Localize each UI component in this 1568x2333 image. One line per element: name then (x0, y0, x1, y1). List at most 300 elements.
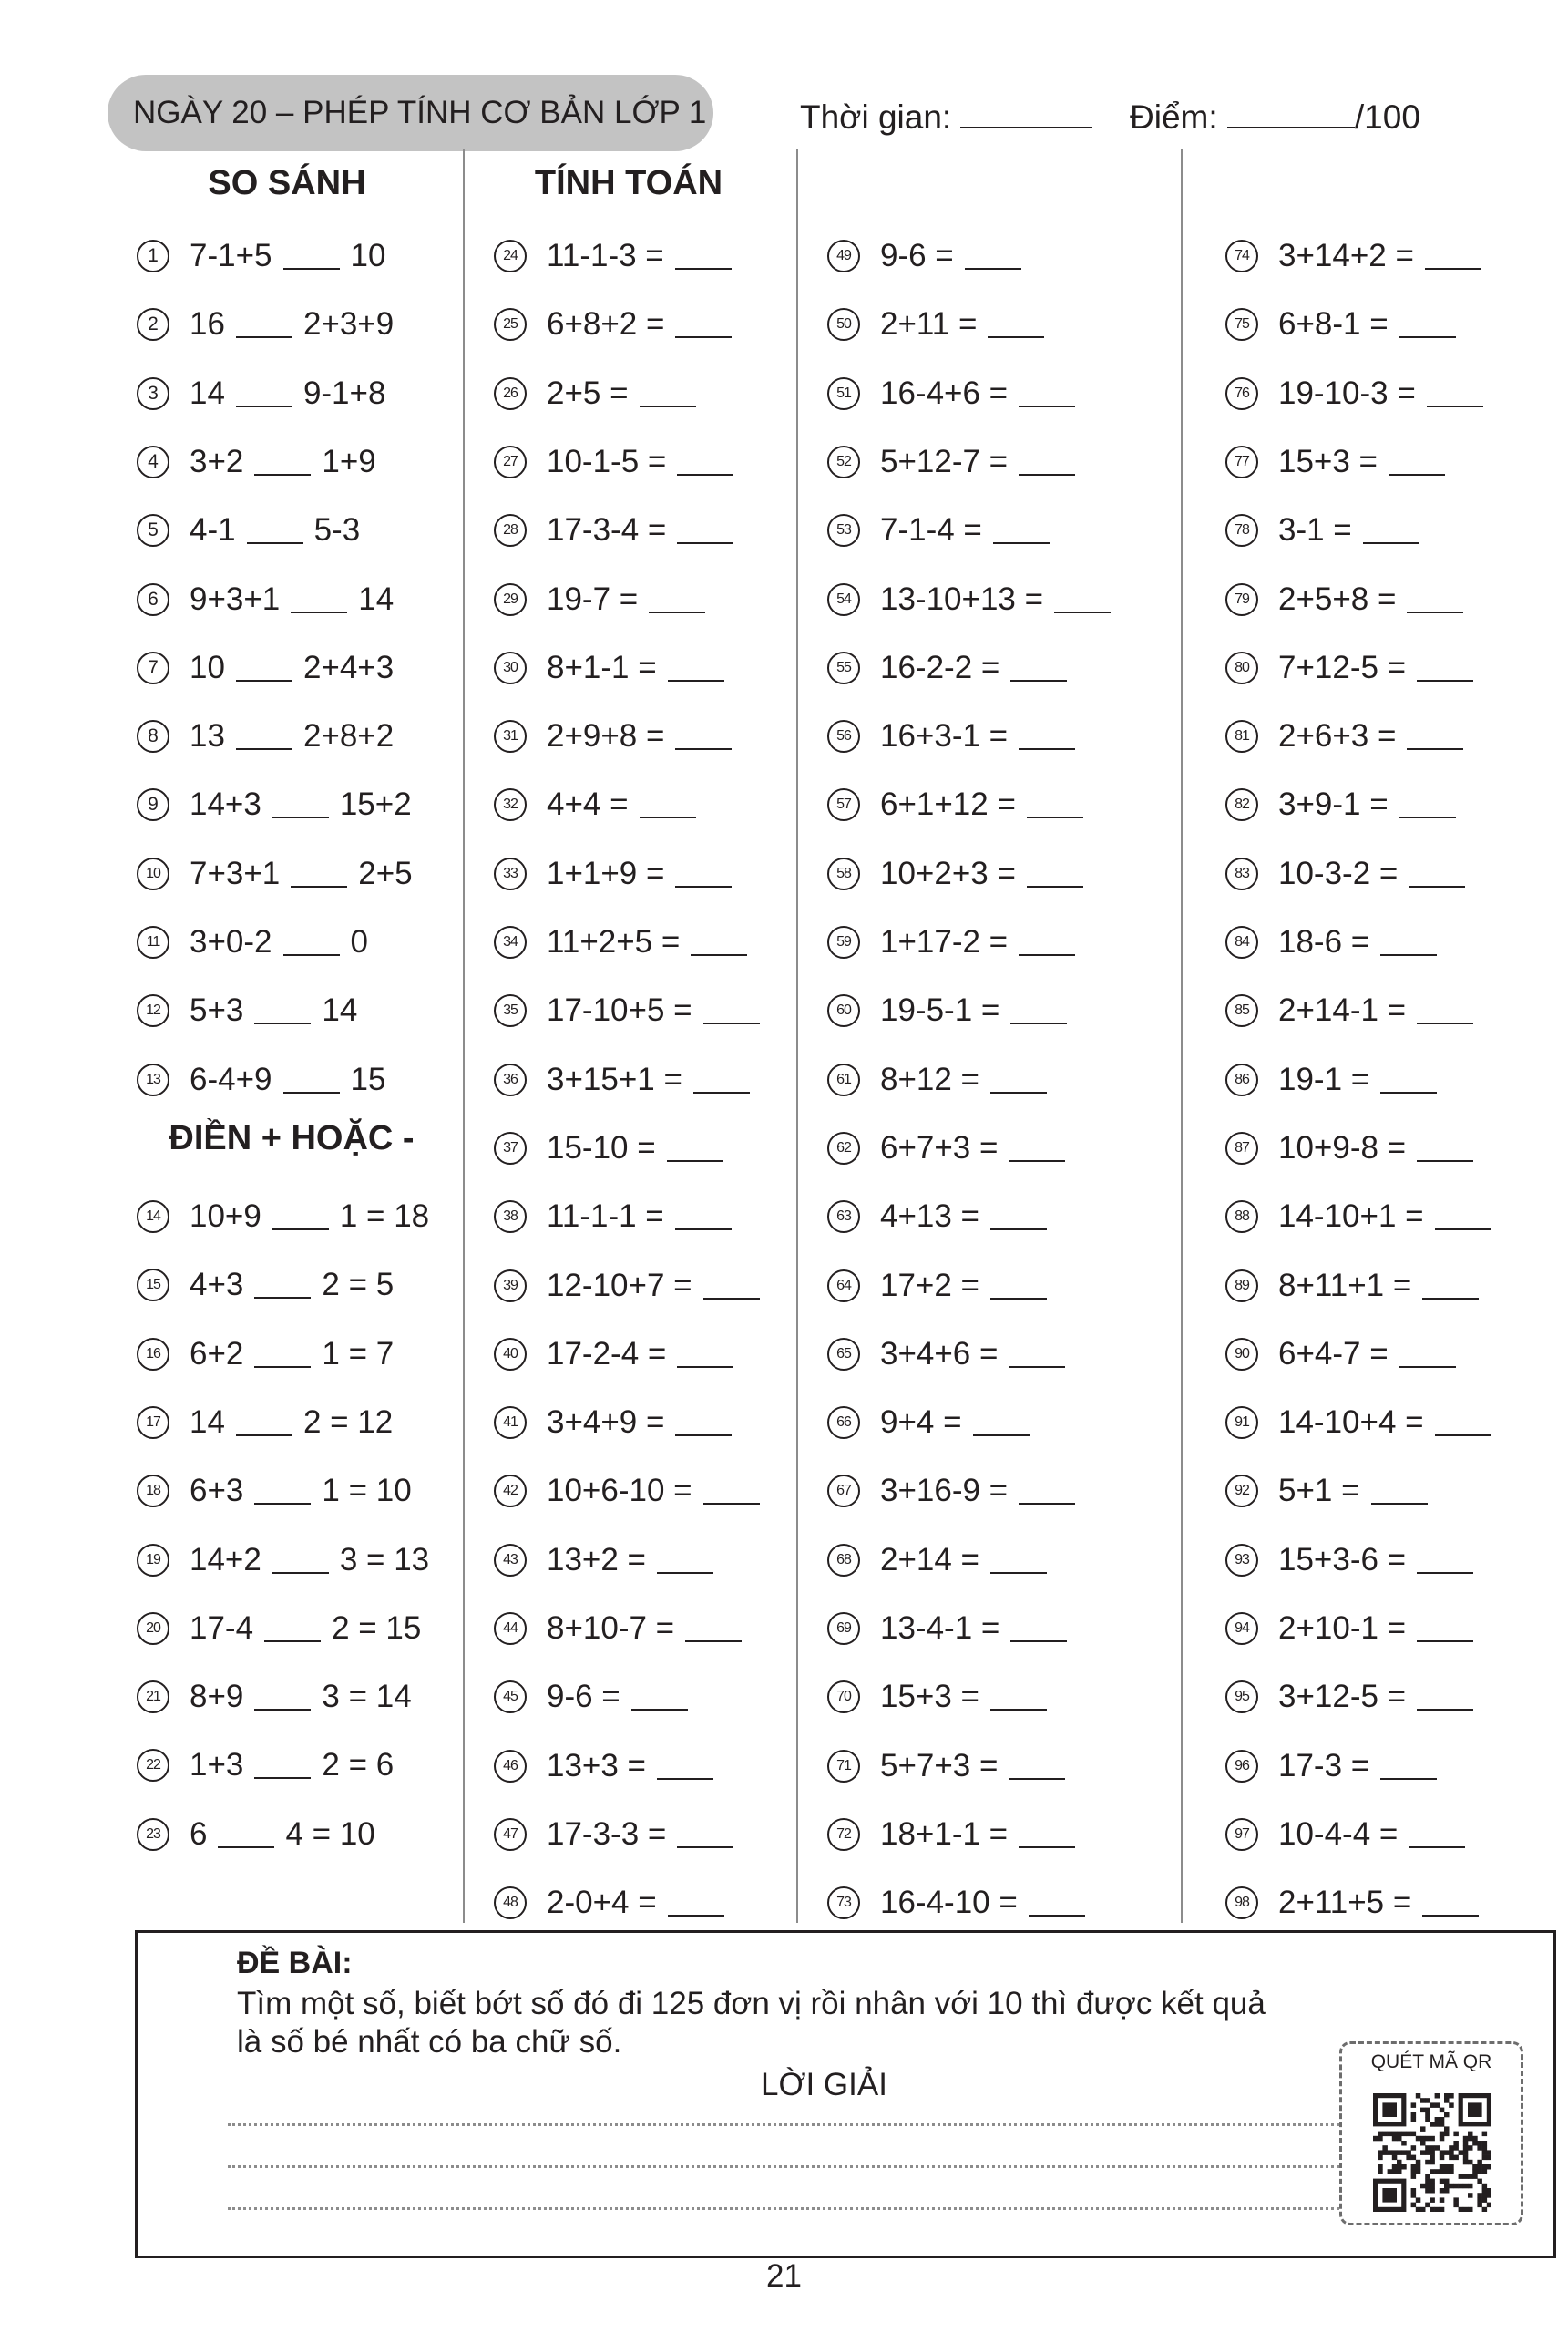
exercise-number: 88 (1225, 1200, 1258, 1233)
qr-module (1382, 2150, 1388, 2155)
expression-text: 8+11+1 = (1278, 1268, 1412, 1303)
answer-blank[interactable] (677, 448, 733, 476)
exercise-expression (190, 1747, 394, 1783)
exercise-item (494, 988, 760, 1033)
exercise-item (137, 302, 394, 347)
qr-module (1373, 2136, 1378, 2142)
compare-blank[interactable] (247, 517, 303, 544)
expression-text: 2+9+8 = (547, 718, 665, 754)
compare-blank[interactable] (291, 860, 347, 888)
exercise-expression (1278, 856, 1465, 892)
exercise-item (494, 302, 732, 347)
qr-module (1430, 2136, 1435, 2142)
section-compare-heading: SO SÁNH (208, 164, 366, 202)
exercise-item (494, 371, 696, 416)
compare-blank[interactable] (283, 929, 340, 956)
answer-blank[interactable] (1399, 791, 1456, 818)
qr-module (1477, 2141, 1482, 2146)
answer-blank[interactable] (657, 1547, 713, 1574)
qr-module (1420, 2150, 1426, 2155)
qr-module (1444, 2188, 1450, 2194)
compare-blank[interactable] (236, 311, 292, 338)
exercise-expression (1278, 1336, 1456, 1372)
exercise-item (137, 577, 394, 622)
qr-module (1435, 2122, 1440, 2127)
answer-blank[interactable] (677, 517, 733, 544)
answer-blank[interactable] (1417, 1547, 1473, 1574)
answer-blank[interactable] (1019, 1821, 1075, 1848)
answer-blank[interactable] (1027, 860, 1083, 888)
exercise-number: 60 (827, 994, 860, 1027)
answer-blank[interactable] (1010, 1615, 1067, 1642)
compare-blank[interactable] (272, 791, 329, 818)
sign-blank[interactable] (236, 1409, 292, 1436)
exercise-number: 18 (137, 1475, 169, 1507)
answer-blank[interactable] (668, 654, 724, 682)
answer-blank[interactable] (675, 242, 732, 270)
answer-blank[interactable] (1009, 1752, 1065, 1780)
time-field[interactable] (800, 98, 1092, 137)
answer-blank[interactable] (990, 1203, 1047, 1230)
exercise-number: 50 (827, 308, 860, 341)
exercise-item (137, 1812, 375, 1857)
exercise-number: 36 (494, 1064, 527, 1096)
answer-blank[interactable] (1425, 242, 1481, 270)
compare-blank[interactable] (236, 380, 292, 407)
exercise-number: 39 (494, 1269, 527, 1302)
exercise-expression (547, 512, 733, 549)
expression-text: 3+4+6 = (880, 1336, 999, 1372)
qr-module (1463, 2207, 1469, 2212)
answer-blank[interactable] (677, 1821, 733, 1848)
qr-module (1468, 2184, 1473, 2189)
answer-blank[interactable] (1422, 1889, 1479, 1917)
compare-blank[interactable] (254, 997, 311, 1024)
answer-blank[interactable] (677, 1341, 733, 1368)
answer-blank[interactable] (657, 1752, 713, 1780)
exercise-number: 9 (137, 788, 169, 821)
answer-blank[interactable] (1417, 1135, 1473, 1162)
qr-module (1482, 2169, 1488, 2174)
exercise-item (827, 988, 1067, 1033)
exercise-expression (190, 718, 394, 755)
exercise-number: 53 (827, 514, 860, 547)
sign-blank[interactable] (272, 1203, 329, 1230)
compare-blank[interactable] (236, 654, 292, 682)
answer-blank[interactable] (1009, 1135, 1065, 1162)
qr-module (1449, 2102, 1454, 2108)
exercise-item (827, 1263, 1047, 1309)
right-operand: 1 = 10 (322, 1473, 412, 1508)
qr-module (1444, 2132, 1450, 2137)
qr-module (1397, 2150, 1402, 2155)
answer-blank[interactable] (675, 1203, 732, 1230)
right-operand: 5-3 (313, 512, 361, 548)
qr-module (1420, 2098, 1426, 2103)
exercise-number: 80 (1225, 652, 1258, 684)
exercise-item (137, 1468, 412, 1514)
compare-blank[interactable] (254, 448, 311, 476)
answer-blank[interactable] (1399, 1341, 1456, 1368)
expression-text: 13+3 = (547, 1748, 646, 1783)
exercise-number: 75 (1225, 308, 1258, 341)
exercise-number: 58 (827, 858, 860, 890)
exercise-expression (880, 856, 1083, 892)
right-operand: 9-1+8 (302, 375, 386, 411)
exercise-number: 11 (137, 926, 169, 959)
answer-line[interactable] (228, 2165, 1339, 2168)
exercise-expression (547, 992, 760, 1029)
qr-module (1392, 2150, 1398, 2155)
exercise-number: 74 (1225, 240, 1258, 272)
answer-blank[interactable] (703, 1477, 760, 1505)
answer-blank[interactable] (1407, 586, 1463, 613)
compare-blank[interactable] (236, 723, 292, 750)
expression-text: 6+4-7 = (1278, 1336, 1389, 1372)
exercise-item (827, 1812, 1075, 1857)
answer-blank[interactable] (675, 311, 732, 338)
exercise-number: 17 (137, 1406, 169, 1439)
expression-text: 19-1 = (1278, 1062, 1370, 1097)
exercise-number: 55 (827, 652, 860, 684)
sign-blank[interactable] (254, 1683, 311, 1711)
exercise-item (494, 1400, 732, 1445)
sign-blank[interactable] (254, 1271, 311, 1299)
answer-blank[interactable] (640, 791, 696, 818)
answer-blank[interactable] (1054, 586, 1111, 613)
answer-blank[interactable] (1019, 448, 1075, 476)
answer-blank[interactable] (693, 1066, 750, 1094)
answer-blank[interactable] (990, 1683, 1047, 1711)
qr-module (1430, 2197, 1435, 2203)
answer-blank[interactable] (1019, 929, 1075, 956)
left-operand: 14 (190, 375, 225, 411)
answer-blank[interactable] (1380, 929, 1437, 956)
exercise-item (1225, 508, 1419, 553)
answer-blank[interactable] (1399, 311, 1456, 338)
qr-module (1430, 2169, 1435, 2174)
exercise-item (1225, 439, 1445, 485)
answer-blank[interactable] (1417, 1615, 1473, 1642)
answer-blank[interactable] (1417, 654, 1473, 682)
qr-code-icon[interactable] (1373, 2093, 1491, 2212)
exercise-expression (1278, 924, 1437, 961)
expression-text: 16-4-10 = (880, 1885, 1018, 1920)
qr-module (1444, 2150, 1450, 2155)
sign-blank[interactable] (254, 1341, 311, 1368)
exercise-expression (190, 786, 412, 823)
exercise-expression (547, 1130, 723, 1166)
answer-blank[interactable] (1435, 1409, 1491, 1436)
exercise-item (827, 1468, 1075, 1514)
exercise-item (827, 1674, 1047, 1720)
qr-module (1411, 2164, 1417, 2170)
qr-module (1392, 2155, 1398, 2161)
exercise-number: 51 (827, 377, 860, 410)
exercise-item (1225, 302, 1456, 347)
expression-text: 11-1-3 = (547, 238, 664, 273)
exercise-number: 32 (494, 788, 527, 821)
score-input-line[interactable] (1227, 99, 1355, 128)
qr-module (1440, 2164, 1445, 2170)
answer-blank[interactable] (973, 1409, 1030, 1436)
answer-blank[interactable] (1417, 997, 1473, 1024)
qr-module (1435, 2117, 1440, 2122)
answer-blank[interactable] (990, 1547, 1047, 1574)
qr-module (1440, 2150, 1445, 2155)
expression-text: 10+9-8 = (1278, 1130, 1407, 1166)
answer-blank[interactable] (965, 242, 1021, 270)
exercise-item (1225, 920, 1437, 965)
exercise-expression (547, 1542, 713, 1578)
answer-blank[interactable] (1019, 380, 1075, 407)
qr-module (1487, 2150, 1491, 2155)
qr-module (1477, 2193, 1482, 2198)
left-operand: 6-4+9 (190, 1062, 272, 1097)
qr-module (1477, 2164, 1482, 2170)
answer-blank[interactable] (631, 1683, 688, 1711)
exercise-expression (190, 1267, 394, 1303)
exercise-expression (190, 1336, 394, 1372)
exercise-expression (880, 1885, 1085, 1921)
exercise-item (494, 1674, 688, 1720)
qr-module (1382, 2102, 1397, 2117)
exercise-item (1225, 1125, 1473, 1171)
section-compute-heading: TÍNH TOÁN (534, 164, 723, 202)
exercise-number: 15 (137, 1269, 169, 1301)
sign-blank[interactable] (264, 1615, 321, 1642)
left-operand: 7-1+5 (190, 238, 272, 273)
left-operand: 3+0-2 (190, 924, 272, 960)
sign-blank[interactable] (254, 1477, 311, 1505)
expression-text: 15+3 = (1278, 444, 1378, 479)
exercise-item (494, 1331, 733, 1377)
expression-text: 1+1+9 = (547, 856, 665, 891)
exercise-expression (547, 1679, 688, 1715)
left-operand: 4-1 (190, 512, 236, 548)
exercise-item (137, 1674, 412, 1720)
qr-module (1416, 2169, 1421, 2174)
qr-module (1477, 2160, 1482, 2165)
left-operand: 14+2 (190, 1542, 261, 1578)
exercise-expression (547, 1885, 724, 1921)
answer-blank[interactable] (703, 1272, 760, 1300)
right-operand: 1 = 7 (322, 1336, 395, 1372)
exercise-number: 78 (1225, 514, 1258, 547)
answer-blank[interactable] (640, 380, 696, 407)
qr-module (1440, 2108, 1445, 2113)
exercise-expression (547, 375, 696, 412)
answer-blank[interactable] (675, 723, 732, 750)
expression-text: 7-1-4 = (880, 512, 982, 548)
exercise-item (137, 645, 394, 691)
exercise-item (827, 1743, 1065, 1789)
qr-module (1420, 2207, 1426, 2212)
qr-module (1435, 2207, 1440, 2212)
answer-blank[interactable] (1010, 654, 1067, 682)
exercise-item (1225, 1812, 1465, 1857)
exercise-number: 67 (827, 1475, 860, 1507)
answer-blank[interactable] (1029, 1889, 1085, 1917)
expression-text: 17-3-4 = (547, 512, 667, 548)
exercise-number: 83 (1225, 858, 1258, 890)
exercise-number: 1 (137, 240, 169, 272)
expression-text: 17-3 = (1278, 1748, 1370, 1783)
qr-module (1382, 2145, 1388, 2151)
sign-blank[interactable] (254, 1752, 311, 1779)
answer-blank[interactable] (993, 517, 1050, 544)
answer-blank[interactable] (1027, 791, 1083, 818)
exercise-expression (547, 1198, 732, 1235)
qr-module (1440, 2132, 1445, 2137)
exercise-expression (1278, 1198, 1491, 1235)
exercise-expression (880, 238, 1021, 274)
answer-blank[interactable] (1407, 723, 1463, 750)
qr-module (1420, 2141, 1426, 2146)
exercise-item (1225, 1674, 1473, 1720)
answer-blank[interactable] (1371, 1477, 1428, 1505)
exercise-number: 47 (494, 1818, 527, 1851)
exercise-number: 31 (494, 720, 527, 753)
compare-blank[interactable] (283, 1066, 340, 1094)
exercise-expression (880, 1816, 1075, 1853)
sign-blank[interactable] (218, 1821, 274, 1848)
expression-text: 19-5-1 = (880, 992, 1000, 1028)
answer-blank[interactable] (1427, 380, 1483, 407)
qr-module (1430, 2188, 1435, 2194)
exercise-item (1225, 1468, 1428, 1514)
exercise-item (137, 1057, 385, 1103)
exercise-number: 40 (494, 1338, 527, 1371)
exercise-item (1225, 233, 1481, 279)
exercise-expression (1278, 1816, 1465, 1853)
answer-blank[interactable] (649, 586, 705, 613)
exercise-expression (1278, 444, 1445, 480)
exercise-expression (1278, 992, 1473, 1029)
answer-blank[interactable] (1009, 1341, 1065, 1368)
exercise-number: 95 (1225, 1680, 1258, 1713)
qr-module (1472, 2174, 1478, 2179)
exercise-expression (547, 444, 733, 480)
answer-line[interactable] (228, 2123, 1339, 2126)
qr-module (1440, 2207, 1445, 2212)
expression-text: 11-1-1 = (547, 1198, 664, 1234)
exercise-number: 42 (494, 1475, 527, 1507)
exercise-number: 96 (1225, 1750, 1258, 1783)
expression-text: 10-1-5 = (547, 444, 667, 479)
expression-text: 5+7+3 = (880, 1748, 999, 1783)
compare-blank[interactable] (283, 242, 340, 270)
expression-text: 17-2-4 = (547, 1336, 667, 1372)
exercise-number: 91 (1225, 1406, 1258, 1439)
answer-blank[interactable] (1019, 1477, 1075, 1505)
answer-blank[interactable] (1389, 448, 1445, 476)
qr-module (1440, 2169, 1445, 2174)
exercise-item (137, 988, 357, 1033)
qr-module (1411, 2132, 1417, 2137)
exercise-number: 90 (1225, 1338, 1258, 1371)
exercise-number: 23 (137, 1818, 169, 1851)
answer-blank[interactable] (1010, 997, 1067, 1024)
answer-blank[interactable] (1363, 517, 1419, 544)
qr-module (1468, 2160, 1473, 2165)
answer-blank[interactable] (703, 997, 760, 1024)
exercise-expression (190, 1198, 429, 1235)
answer-blank[interactable] (988, 311, 1044, 338)
qr-module (1468, 2132, 1473, 2137)
answer-blank[interactable] (1435, 1203, 1491, 1230)
exercise-number: 70 (827, 1680, 860, 1713)
answer-blank[interactable] (1409, 860, 1465, 888)
exercise-expression (880, 1679, 1047, 1715)
exercise-expression (547, 1610, 742, 1647)
exercise-number: 97 (1225, 1818, 1258, 1851)
qr-module (1397, 2132, 1402, 2137)
exercise-expression (190, 581, 394, 618)
qr-module (1420, 2136, 1426, 2142)
answer-blank[interactable] (668, 1889, 724, 1917)
qr-module (1449, 2155, 1454, 2161)
qr-module (1468, 2193, 1473, 2198)
qr-label: QUÉT MÃ QR (1370, 2051, 1492, 2072)
qr-module (1378, 2136, 1383, 2142)
exercise-number: 56 (827, 720, 860, 753)
exercise-number: 64 (827, 1269, 860, 1302)
exercise-number: 46 (494, 1750, 527, 1783)
exercise-expression (880, 581, 1111, 618)
exercise-number: 30 (494, 652, 527, 684)
answer-blank[interactable] (1380, 1066, 1437, 1094)
answer-blank[interactable] (675, 860, 732, 888)
sign-blank[interactable] (272, 1547, 329, 1574)
exercise-expression (547, 650, 724, 686)
answer-blank[interactable] (667, 1135, 723, 1162)
answer-blank[interactable] (1409, 1821, 1465, 1848)
answer-blank[interactable] (1019, 723, 1075, 750)
exercise-item (494, 714, 732, 759)
exercise-expression (190, 1473, 412, 1509)
qr-module (1378, 2164, 1383, 2170)
answer-blank[interactable] (990, 1272, 1047, 1300)
answer-blank[interactable] (990, 1066, 1047, 1094)
answer-blank[interactable] (685, 1615, 742, 1642)
answer-blank[interactable] (1422, 1272, 1479, 1300)
answer-line[interactable] (228, 2207, 1339, 2210)
answer-blank[interactable] (691, 929, 747, 956)
answer-blank[interactable] (1380, 1752, 1437, 1780)
qr-module (1425, 2145, 1430, 2151)
answer-blank[interactable] (1417, 1683, 1473, 1711)
qr-module (1482, 2197, 1488, 2203)
exercise-expression (190, 1404, 393, 1441)
expression-text: 14-10+4 = (1278, 1404, 1424, 1440)
right-operand: 2 = 12 (302, 1404, 394, 1440)
score-field[interactable] (1130, 98, 1420, 137)
left-operand: 6 (190, 1816, 208, 1852)
qr-module (1425, 2112, 1430, 2118)
column-divider (796, 149, 798, 1923)
left-operand: 9+3+1 (190, 581, 281, 617)
expression-text: 10+6-10 = (547, 1473, 692, 1508)
solution-label: LỜI GIẢI (761, 2067, 887, 2102)
exercise-expression (547, 718, 732, 755)
exercise-number: 92 (1225, 1475, 1258, 1507)
answer-blank[interactable] (675, 1409, 732, 1436)
compare-blank[interactable] (291, 586, 347, 613)
expression-text: 19-10-3 = (1278, 375, 1416, 411)
exercise-item (1225, 1263, 1479, 1309)
time-input-line[interactable] (960, 99, 1092, 128)
